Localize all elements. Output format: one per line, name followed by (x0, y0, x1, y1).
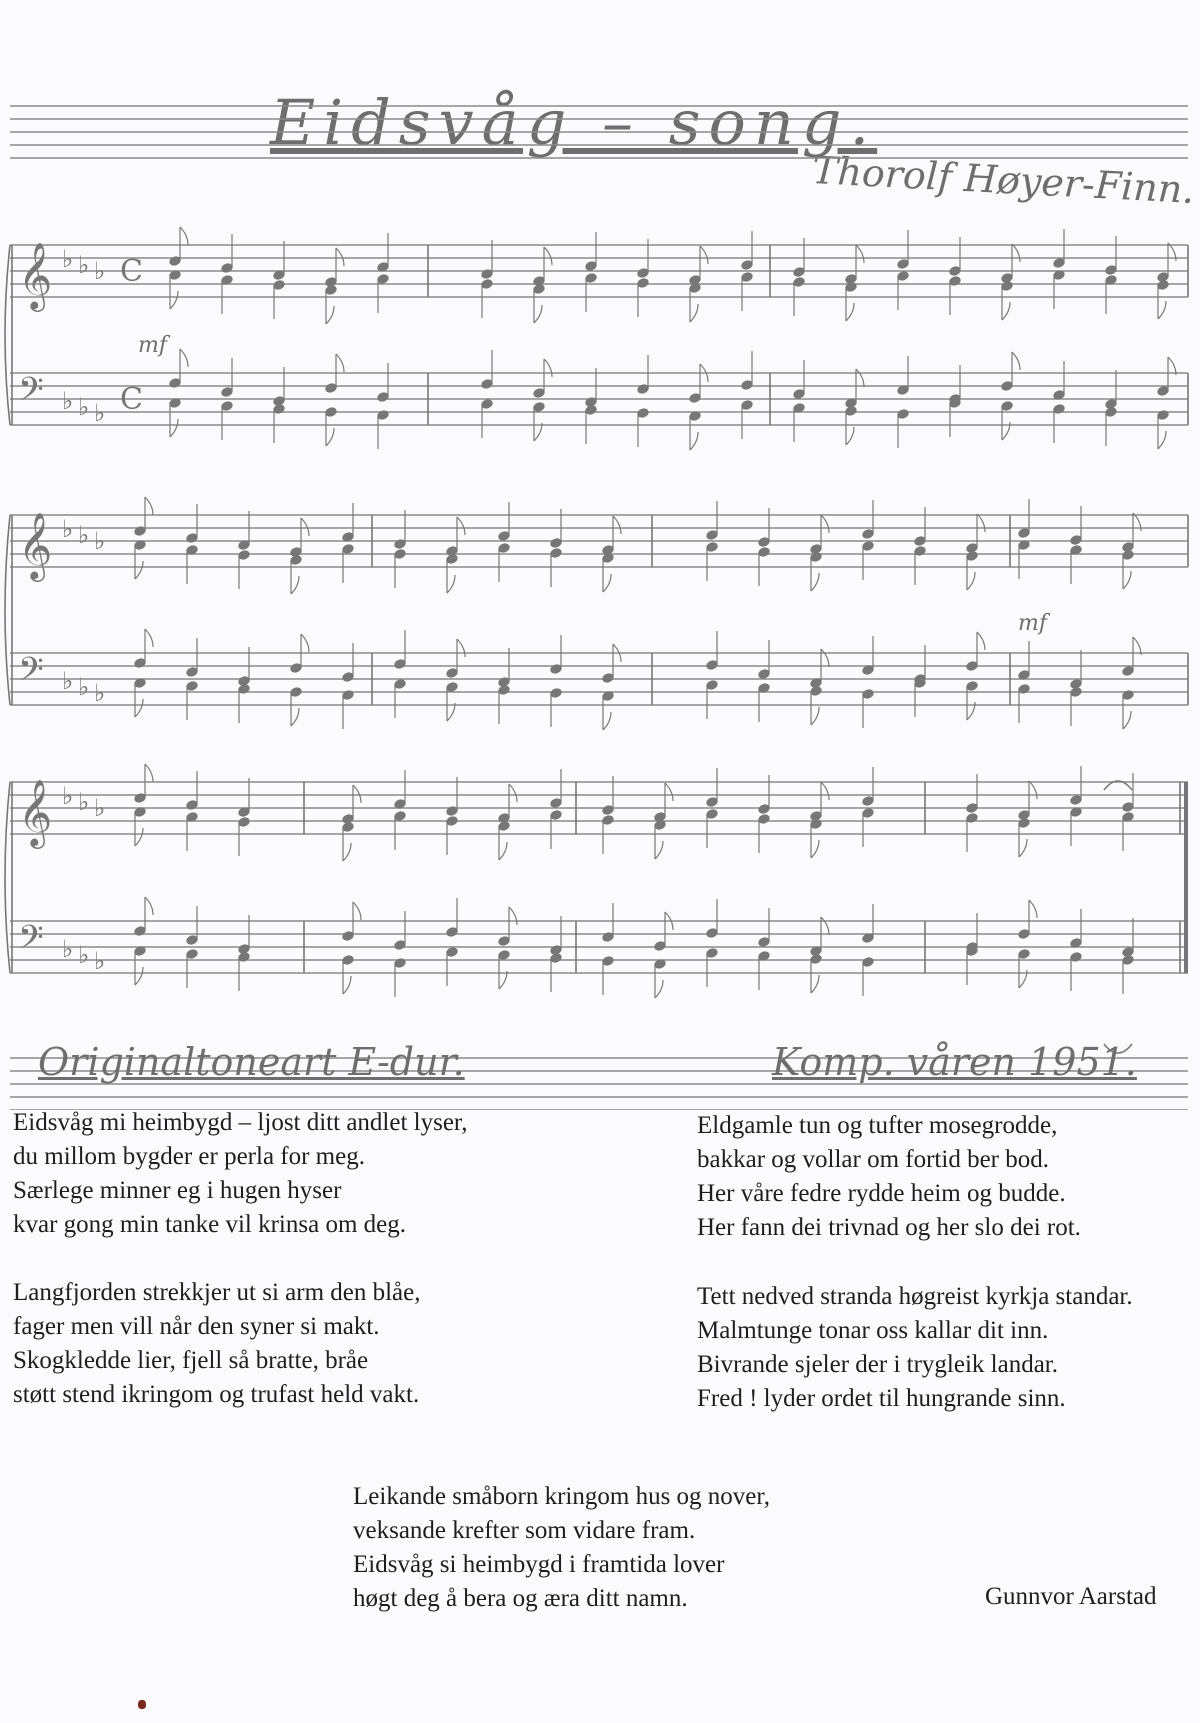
note-head (706, 809, 718, 819)
note-head (793, 277, 805, 287)
note-flag (544, 359, 552, 377)
verse-line: veksande krefter som vidare fram. (353, 1517, 696, 1544)
note-head (481, 399, 493, 409)
note-flag (1029, 781, 1037, 799)
note-head (758, 804, 770, 814)
note-head (862, 808, 874, 818)
verse-line: kvar gong min tanke vil krinsa om deg. (13, 1211, 406, 1238)
note-head (446, 554, 458, 564)
note-head (758, 937, 770, 947)
verse-line: Eidsvåg mi heimbygd – ljost ditt andlet lyser, (13, 1109, 468, 1136)
verse-line: Særlege minner eg i hugen hyser (13, 1177, 342, 1204)
verse-4 (697, 1280, 1133, 1416)
note-head (533, 388, 545, 398)
note-head (550, 538, 562, 548)
note-head (446, 668, 458, 678)
note-head (446, 947, 458, 957)
dynamic-mf-1: mf (138, 333, 168, 358)
note-head (1070, 795, 1082, 805)
note-flag (665, 783, 673, 801)
note-head (706, 948, 718, 958)
verse-line: Bivrande sjeler der i trygleik landar. (697, 1351, 1058, 1378)
verse-line: Eldgamle tun og tufter mosegrodde, (697, 1112, 1058, 1139)
note-flag (145, 629, 153, 647)
note-head (481, 279, 493, 289)
note-head (654, 941, 666, 951)
bass-clef-icon: 𝄢 (18, 919, 44, 965)
verse-line: Her fann dei trivnad og her slo dei rot. (697, 1214, 1081, 1241)
flat-icon: ♭ (62, 515, 74, 543)
note-flag (336, 354, 344, 372)
note-flag (457, 517, 465, 535)
note-head (741, 380, 753, 390)
note-flag (811, 707, 819, 725)
note-head (1122, 666, 1134, 676)
note-head (1053, 258, 1065, 268)
note-head (966, 803, 978, 813)
note-head (1070, 535, 1082, 545)
note-head (446, 927, 458, 937)
note-head (1122, 550, 1134, 560)
note-flag (343, 843, 351, 861)
note-flag (700, 246, 708, 264)
note-flag (509, 907, 517, 925)
note-flag (135, 699, 143, 717)
note-head (741, 400, 753, 410)
note-head (706, 797, 718, 807)
note-head (498, 543, 510, 553)
note-head (845, 406, 857, 416)
note-flag (326, 428, 334, 446)
note-head (481, 379, 493, 389)
note-flag (603, 712, 611, 730)
note-head (810, 954, 822, 964)
note-head (377, 392, 389, 402)
note-head (1001, 401, 1013, 411)
note-flag (180, 227, 188, 245)
flat-icon: ♭ (94, 947, 106, 975)
flat-icon: ♭ (94, 257, 106, 285)
note-head (758, 669, 770, 679)
note-flag (1158, 431, 1166, 449)
note-head (862, 529, 874, 539)
note-head (1157, 280, 1169, 290)
verse-line: du millom bygder er perla for meg. (13, 1143, 365, 1170)
flat-icon: ♭ (78, 788, 90, 816)
note-head (741, 272, 753, 282)
note-flag (353, 785, 361, 803)
note-head (498, 950, 510, 960)
verse-1 (13, 1106, 468, 1242)
note-flag (690, 432, 698, 450)
note-flag (135, 828, 143, 846)
note-head (602, 815, 614, 825)
note-head (498, 685, 510, 695)
note-head (1018, 818, 1030, 828)
note-flag (977, 514, 985, 532)
note-flag (135, 561, 143, 579)
flat-icon: ♭ (78, 393, 90, 421)
note-head (325, 407, 337, 417)
note-flag (336, 248, 344, 266)
note-head (897, 271, 909, 281)
note-head (325, 285, 337, 295)
note-head (706, 928, 718, 938)
note-head (862, 541, 874, 551)
verse-line: Skogkledde lier, fjell så bratte, bråe (13, 1347, 369, 1374)
note-head (862, 689, 874, 699)
note-flag (291, 576, 299, 594)
note-head (862, 796, 874, 806)
note-head (1105, 407, 1117, 417)
original-key-note: Originaltoneart E-dur. (38, 1040, 465, 1084)
note-flag (856, 245, 864, 263)
note-flag (145, 764, 153, 782)
note-head (914, 536, 926, 546)
note-head (238, 817, 250, 827)
note-head (897, 409, 909, 419)
flat-icon: ♭ (94, 399, 106, 427)
flat-icon: ♭ (62, 935, 74, 963)
note-flag (1158, 301, 1166, 319)
note-head (793, 389, 805, 399)
note-flag (967, 572, 975, 590)
note-head (342, 931, 354, 941)
note-flag (811, 573, 819, 591)
note-flag (343, 976, 351, 994)
note-flag (1123, 711, 1131, 729)
ink-speck (138, 1700, 146, 1709)
note-flag (170, 419, 178, 437)
verse-line: bakkar og vollar om fortid ber bod. (697, 1146, 1049, 1173)
note-flag (1029, 900, 1037, 918)
note-head (758, 537, 770, 547)
treble-clef-icon: 𝄞 (18, 241, 53, 309)
note-flag (145, 897, 153, 915)
note-head (238, 550, 250, 560)
note-head (186, 681, 198, 691)
note-flag (544, 247, 552, 265)
note-flag (1123, 571, 1131, 589)
note-head (533, 284, 545, 294)
verse-line: Leikande småborn kringom hus og nover, (353, 1483, 770, 1510)
note-head (550, 810, 562, 820)
note-head (325, 383, 337, 393)
verse-line: Fred ! lyder ordet til hungrande sinn. (697, 1385, 1066, 1412)
note-head (1157, 386, 1169, 396)
note-flag (534, 423, 542, 441)
note-head (446, 682, 458, 692)
note-head (394, 679, 406, 689)
note-head (966, 681, 978, 691)
note-flag (509, 784, 517, 802)
note-head (550, 548, 562, 558)
note-head (186, 667, 198, 677)
note-head (637, 278, 649, 288)
note-flag (353, 902, 361, 920)
note-head (394, 549, 406, 559)
flat-icon: ♭ (78, 251, 90, 279)
note-head (498, 531, 510, 541)
note-head (342, 955, 354, 965)
flat-icon: ♭ (78, 673, 90, 701)
verse-line: Tett nedved stranda høgreist kyrkja standar. (697, 1283, 1133, 1310)
note-head (342, 672, 354, 682)
note-head (706, 660, 718, 670)
bass-clef-icon: 𝄢 (18, 371, 44, 417)
verse-line: fager men vill når den syner si makt. (13, 1313, 380, 1340)
brace (5, 782, 10, 973)
note-head (221, 401, 233, 411)
flat-icon: ♭ (94, 527, 106, 555)
verse-line: Her våre fedre rydde heim og budde. (697, 1180, 1066, 1207)
note-head (949, 266, 961, 276)
note-head (394, 940, 406, 950)
note-flag (977, 632, 985, 650)
note-head (498, 936, 510, 946)
note-head (637, 408, 649, 418)
note-flag (145, 497, 153, 515)
note-flag (856, 369, 864, 387)
note-head (1001, 381, 1013, 391)
brace (5, 245, 10, 425)
note-head (706, 530, 718, 540)
song-title: Eidsvåg – song. (270, 86, 878, 159)
note-flag (170, 291, 178, 309)
note-flag (655, 841, 663, 859)
time-signature-icon: C (120, 382, 143, 417)
note-head (550, 798, 562, 808)
time-signature-icon: C (120, 254, 143, 289)
note-head (533, 402, 545, 412)
note-flag (326, 306, 334, 324)
note-head (290, 555, 302, 565)
note-flag (821, 649, 829, 667)
verse-line: støtt stend ikringom og trufast held vakt. (13, 1381, 420, 1408)
flat-icon: ♭ (62, 387, 74, 415)
note-flag (291, 708, 299, 726)
verse-5 (353, 1480, 770, 1616)
note-head (966, 661, 978, 671)
note-flag (447, 575, 455, 593)
flat-icon: ♭ (94, 794, 106, 822)
note-head (550, 688, 562, 698)
note-head (273, 280, 285, 290)
note-head (1018, 949, 1030, 959)
flat-icon: ♭ (78, 521, 90, 549)
note-head (1001, 281, 1013, 291)
verse-3 (697, 1109, 1081, 1245)
note-head (689, 393, 701, 403)
note-head (897, 259, 909, 269)
note-head (862, 957, 874, 967)
note-flag (811, 840, 819, 858)
note-flag (821, 782, 829, 800)
note-flag (821, 917, 829, 935)
note-flag (1019, 839, 1027, 857)
note-head (1018, 528, 1030, 538)
note-head (966, 551, 978, 561)
note-head (290, 663, 302, 673)
note-flag (457, 639, 465, 657)
composer-name: Thorolf Høyer-Finn. (811, 148, 1196, 212)
verse-line: Langfjorden strekkjer ut si arm den blåe, (13, 1279, 421, 1306)
note-head (585, 273, 597, 283)
note-head (290, 687, 302, 697)
bass-clef-icon: 𝄢 (18, 651, 44, 697)
note-head (602, 673, 614, 683)
composition-date-note: Komp. våren 1951. (772, 1040, 1137, 1084)
dynamic-mf-2: mf (1018, 611, 1048, 636)
note-flag (499, 842, 507, 860)
note-head (793, 267, 805, 277)
note-head (1105, 265, 1117, 275)
note-head (758, 547, 770, 557)
note-head (741, 260, 753, 270)
note-flag (301, 518, 309, 536)
note-flag (613, 516, 621, 534)
note-head (186, 949, 198, 959)
note-flag (135, 967, 143, 985)
note-head (342, 822, 354, 832)
note-head (221, 387, 233, 397)
flat-icon: ♭ (78, 941, 90, 969)
flat-icon: ♭ (62, 667, 74, 695)
note-flag (180, 349, 188, 367)
note-head (550, 953, 562, 963)
note-flag (1012, 244, 1020, 262)
note-head (377, 274, 389, 284)
note-head (186, 935, 198, 945)
note-flag (690, 304, 698, 322)
treble-clef-icon: 𝄞 (18, 778, 53, 846)
flat-icon: ♭ (94, 679, 106, 707)
score-marks (5, 227, 1188, 1053)
note-head (602, 805, 614, 815)
note-flag (603, 574, 611, 592)
note-head (637, 268, 649, 278)
note-head (1122, 802, 1134, 812)
note-head (810, 686, 822, 696)
lyricist-name: Gunnvor Aarstad (985, 1583, 1157, 1610)
note-flag (301, 634, 309, 652)
note-head (706, 680, 718, 690)
flat-icon: ♭ (62, 782, 74, 810)
verse-line: høgt deg å bera og æra ditt namn. (353, 1585, 688, 1612)
verse-2 (13, 1276, 421, 1412)
note-flag (1012, 352, 1020, 370)
note-head (1070, 687, 1082, 697)
note-flag (846, 427, 854, 445)
note-head (1122, 955, 1134, 965)
note-flag (811, 975, 819, 993)
verse-line: Malmtunge tonar oss kallar dit inn. (697, 1317, 1049, 1344)
note-head (394, 659, 406, 669)
note-head (706, 542, 718, 552)
note-flag (846, 303, 854, 321)
verse-line: Eidsvåg si heimbygd i framtida lover (353, 1551, 725, 1578)
note-head (446, 816, 458, 826)
note-head (585, 261, 597, 271)
note-flag (534, 305, 542, 323)
note-flag (655, 980, 663, 998)
note-head (1018, 929, 1030, 939)
note-head (342, 544, 354, 554)
note-head (498, 821, 510, 831)
note-flag (1002, 302, 1010, 320)
note-head (394, 811, 406, 821)
note-head (602, 956, 614, 966)
note-flag (821, 515, 829, 533)
note-head (585, 405, 597, 415)
note-head (758, 814, 770, 824)
treble-clef-icon: 𝄞 (18, 511, 53, 579)
brace (5, 515, 10, 705)
flat-icon: ♭ (62, 245, 74, 273)
